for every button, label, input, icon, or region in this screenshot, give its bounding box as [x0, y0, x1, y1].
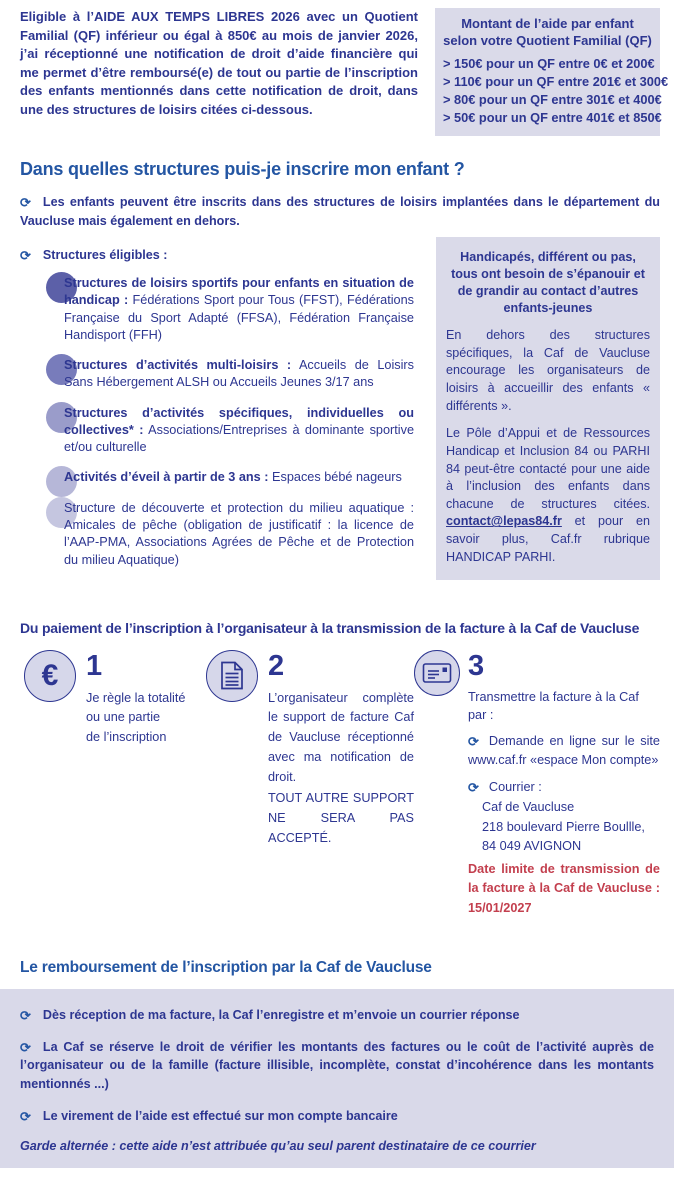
- arrow-bullet-icon: ⟳: [20, 1007, 31, 1023]
- reimbursement-bullet: ⟳ Le virement de l’aide est effectué sur mon compte bancaire: [20, 1106, 654, 1126]
- arrow-bullet-icon: ⟳: [468, 734, 479, 750]
- payment-step-3: [414, 650, 660, 919]
- step-number: 2: [268, 649, 285, 682]
- step-2-warning: TOUT AUTRE SUPPORT NE SERA PAS ACCEPTÉ.: [268, 791, 414, 845]
- contact-email-link[interactable]: contact@lepas84.fr: [446, 514, 562, 529]
- eligible-structures-label: Structures éligibles :: [42, 248, 168, 263]
- handicap-box-title: Handicapés, différent ou pas, tous ont besoin de s’épanouir et de grandir au contact d’autres enfants-jeunes: [451, 250, 645, 316]
- invoice-document-icon: [206, 650, 258, 702]
- structure-item-text: Structures de loisirs sportifs pour enfants en situation de handicap : Fédérations Sport pour Tous (FFST), Fédérations Française du Sport Adapté (FFSA), Fédération Française Handisport (FFH): [64, 276, 414, 342]
- aid-amount-box-title: [443, 16, 652, 50]
- structure-item: [46, 357, 414, 392]
- reimbursement-box: [0, 989, 674, 1168]
- eligibility-intro-paragraph: Eligible à l’AIDE AUX TEMPS LIBRES 2026 avec un Quotient Familial (QF) inférieur ou égal à 850€ au mois de janvier 2026, j’ai réceptionné une notification de droit d’aide financière qui me permet d’être remboursé(e) de tout ou partie de l’inscription des enfants mentionnés dans cette notification de droit, dans une des structures de loisirs citées ci-dessous.: [20, 9, 418, 117]
- step-3-mail-option: ⟳ Courrier :: [468, 778, 660, 797]
- payment-step-1: [24, 650, 206, 919]
- reimbursement-section-heading: Le remboursement de l’inscription par la Caf de Vaucluse: [20, 958, 432, 976]
- structures-intro-text: Les enfants peuvent être inscrits dans des structures de loisirs implantées dans le département du Vaucluse mais également en dehors.: [20, 195, 660, 229]
- structures-intro-bullet: [20, 192, 660, 231]
- payment-steps: [20, 650, 660, 919]
- arrow-bullet-icon: ⟳: [20, 1109, 31, 1125]
- top-row: [20, 8, 669, 136]
- eligible-structures-bullet: [20, 245, 432, 265]
- reimbursement-bullet: ⟳ Dès réception de ma facture, la Caf l’enregistre et m’envoie un courrier réponse: [20, 1005, 654, 1025]
- step-3-online-option: ⟳ Demande en ligne sur le site www.caf.fr «espace Mon compte»: [468, 734, 660, 768]
- structure-item-text: Structures d’activités multi-loisirs : Accueils de Loisirs Sans Hébergement ALSH ou Accueils Jeunes 3/17 ans: [64, 358, 414, 390]
- structure-item-text: Activités d’éveil à partir de 3 ans : Espaces bébé nageurs: [64, 470, 402, 485]
- handicap-box-paragraph-1: En dehors des structures spécifiques, la Caf de Vaucluse encourage les organisateurs de loisirs à accueillir des enfants « différents ».: [446, 328, 650, 413]
- handicap-box-paragraph-2: Le Pôle d’Appui et de Ressources Handicap et Inclusion 84 ou PARHI 84 peut-être contacté pour une aide à l’inclusion des enfants dans chacune de structures citées. contact@lepas84.fr et pour en savoir plus, Caf.fr rubrique HANDICAP PARHI.: [446, 426, 650, 564]
- step-2-text: L’organisateur complète le support de facture Caf de Vaucluse réceptionné avec ma notification de droit.: [268, 690, 414, 784]
- structure-item: [46, 275, 414, 344]
- step-number: 3: [468, 649, 485, 682]
- caf-postal-address: Caf de Vaucluse 218 boulevard Pierre Boullle, 84 049 AVIGNON: [482, 800, 645, 853]
- structure-item: [46, 405, 414, 457]
- shared-custody-note: Garde alternée : cette aide n’est attribuée qu’au seul parent destinataire de ce courrier: [20, 1139, 536, 1154]
- aid-amount-row: > 110€ pour un QF entre 201€ et 300€: [443, 73, 669, 89]
- structures-left-column: [20, 233, 432, 582]
- structure-list: [20, 275, 432, 569]
- reimbursement-bullet: ⟳ La Caf se réserve le droit de vérifier les montants des factures ou le coût de l’activité auprès de l’organisateur ou de la famille (facture illisible, incomplète, constat d’incohérence dans les montants mentionnés ...): [20, 1039, 654, 1092]
- step-1-text: Je règle la totalité ou une partie de l’inscription: [86, 690, 186, 745]
- step-number: 1: [86, 649, 103, 682]
- euro-icon: €: [24, 650, 76, 702]
- payment-section-heading: Du paiement de l’inscription à l’organisateur à la transmission de la facture à la Caf de Vaucluse: [20, 619, 640, 636]
- arrow-bullet-icon: ⟳: [20, 248, 31, 264]
- aid-amount-title-line1: Montant de l’aide par enfant: [461, 16, 634, 31]
- arrow-bullet-icon: ⟳: [20, 195, 31, 211]
- aid-amount-title-line2: selon votre Quotient Familial (QF): [443, 32, 652, 48]
- envelope-icon: [414, 650, 460, 696]
- step-3-intro: Transmettre la facture à la Caf par :: [468, 689, 639, 722]
- structure-item: [46, 469, 414, 486]
- aid-amount-row: > 80€ pour un QF entre 301€ et 400€: [443, 92, 662, 108]
- deadline-notice: Date limite de transmission de la facture à la Caf de Vaucluse : 15/01/2027: [468, 861, 660, 915]
- structures-section-heading: Dans quelles structures puis-je inscrire mon enfant ?: [20, 159, 465, 180]
- handicap-info-box: [436, 237, 660, 580]
- arrow-bullet-icon: ⟳: [468, 779, 479, 795]
- arrow-bullet-icon: ⟳: [20, 1039, 31, 1055]
- aid-amount-row: > 150€ pour un QF entre 0€ et 200€: [443, 55, 655, 71]
- structures-columns: [20, 233, 660, 582]
- structure-item-text: Structure de découverte et protection du milieu aquatique : Amicales de pêche (obligation de justificatif : la licence de l’AAP-PMA, Associations Agrées de Pêche et de Protection du milieu Aquatique): [64, 500, 414, 567]
- payment-step-2: [206, 650, 414, 919]
- aid-amount-row: > 50€ pour un QF entre 401€ et 850€: [443, 110, 662, 126]
- structure-item-text: Structures d’activités spécifiques, individuelles ou collectives* : Associations/Entreprises à dominante sportive et/ou culturelle: [64, 405, 414, 455]
- aid-amount-box: [435, 8, 669, 136]
- structure-item: [46, 500, 414, 569]
